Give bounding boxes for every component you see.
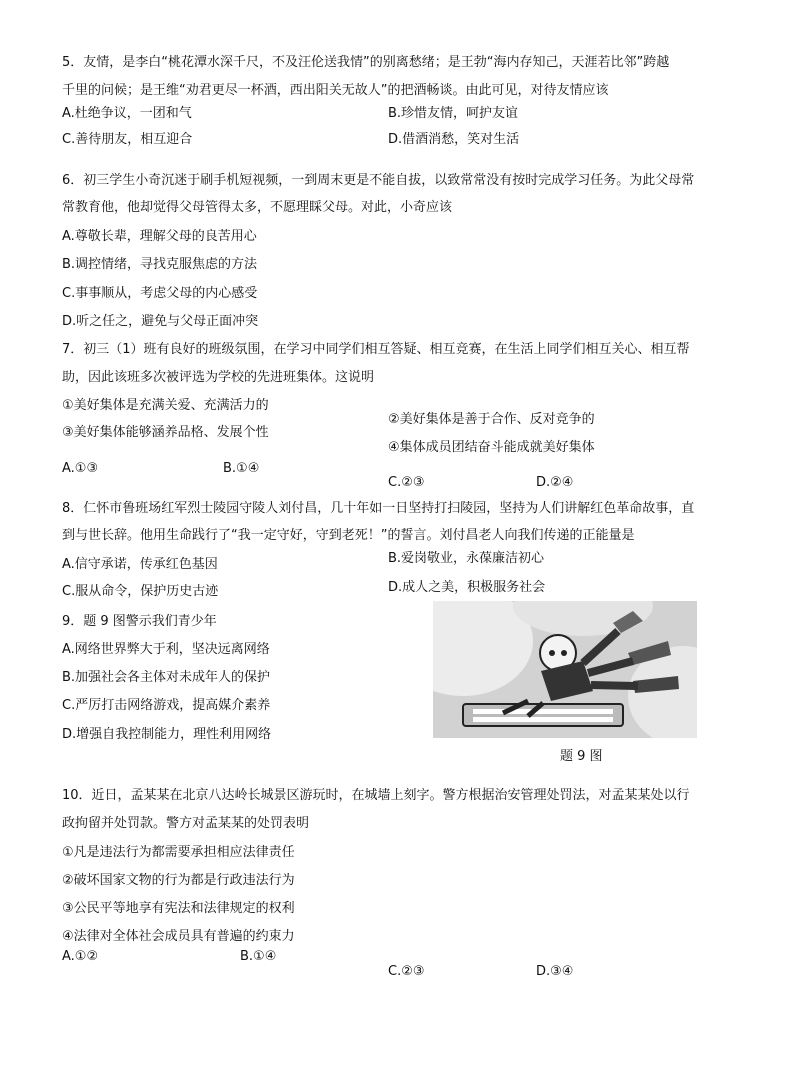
- q10-stem-line-1: 10．近日，孟某某在北京八达岭长城景区游玩时，在城墙上刻字。警方根据治安管理处罚法，对孟某某处以行: [62, 788, 690, 803]
- q9-figure-caption: 题 9 图: [560, 749, 603, 764]
- q10-option-d[interactable]: D.③④: [536, 964, 574, 979]
- q7-stem-line-2: 助，因此该班多次被评选为学校的先进班集体。这说明: [62, 370, 375, 385]
- q10-option-b[interactable]: B.①④: [240, 949, 277, 964]
- q9-option-c[interactable]: C.严厉打击网络游戏，提高媒介素养: [62, 698, 271, 713]
- q7-stem-line-1: 7．初三（1）班有良好的班级氛围，在学习中同学们相互答疑、相互竞赛，在生活上同学们相互关心、相互帮: [62, 342, 690, 357]
- q6-option-c[interactable]: C.事事顺从，考虑父母的内心感受: [62, 286, 258, 301]
- q7-option-d[interactable]: D.②④: [536, 475, 574, 490]
- q5-option-d[interactable]: D.借酒消愁，笑对生活: [388, 132, 520, 147]
- q6-option-a[interactable]: A.尊敬长辈，理解父母的良苦用心: [62, 229, 257, 244]
- q7-statement-4: ④集体成员团结奋斗能成就美好集体: [388, 440, 595, 455]
- q5-stem-line-2: 千里的问候；是王维“劝君更尽一杯酒，西出阳关无故人”的把酒畅谈。由此可见，对待友情应该: [62, 83, 609, 98]
- q10-stem-line-2: 政拘留并处罚款。警方对孟某某的处罚表明: [62, 816, 310, 831]
- q10-statement-1: ①凡是违法行为都需要承担相应法律责任: [62, 845, 295, 860]
- q7-statement-3: ③美好集体能够涵养品格、发展个性: [62, 425, 269, 440]
- q8-stem-line-2: 到与世长辞。他用生命践行了“我一定守好，守到老死！”的誓言。刘付昌老人向我们传递的正能量是: [62, 528, 635, 543]
- q9-option-d[interactable]: D.增强自我控制能力，理性利用网络: [62, 727, 272, 742]
- q10-option-c[interactable]: C.②③: [388, 964, 425, 979]
- q10-option-a[interactable]: A.①②: [62, 949, 99, 964]
- q10-statement-3: ③公民平等地享有宪法和法律规定的权利: [62, 901, 295, 916]
- q9-cartoon-figure: [433, 601, 697, 738]
- q6-option-b[interactable]: B.调控情绪，寻找克服焦虑的方法: [62, 257, 258, 272]
- q6-stem-line-2: 常教育他，他却觉得父母管得太多，不愿理睬父母。对此，小奇应该: [62, 200, 453, 215]
- q5-option-c[interactable]: C.善待朋友，相互迎合: [62, 132, 193, 147]
- cartoon-illustration: [433, 601, 697, 738]
- q7-statement-1: ①美好集体是充满关爱、充满活力的: [62, 398, 269, 413]
- q9-option-b[interactable]: B.加强社会各主体对未成年人的保护: [62, 670, 271, 685]
- q8-option-a[interactable]: A.信守承诺，传承红色基因: [62, 557, 218, 572]
- q5-option-b[interactable]: B.珍惜友情，呵护友谊: [388, 106, 519, 121]
- q9-option-a[interactable]: A.网络世界弊大于利，坚决远离网络: [62, 642, 270, 657]
- q6-option-d[interactable]: D.听之任之，避免与父母正面冲突: [62, 314, 259, 329]
- q8-option-d[interactable]: D.成人之美，积极服务社会: [388, 580, 546, 595]
- q5-stem-line-1: 5．友情，是李白“桃花潭水深千尺，不及汪伦送我情”的别离愁绪；是王勃“海内存知己，天涯若比邻”跨越: [62, 55, 670, 70]
- q8-stem-line-1: 8．仁怀市鲁班场红军烈士陵园守陵人刘付昌，几十年如一日坚持打扫陵园，坚持为人们讲解红色革命故事，直: [62, 501, 695, 516]
- q9-stem: 9．题 9 图警示我们青少年: [62, 614, 217, 629]
- q10-statement-2: ②破坏国家文物的行为都是行政违法行为: [62, 873, 295, 888]
- q7-option-b[interactable]: B.①④: [223, 461, 260, 476]
- q5-option-a[interactable]: A.杜绝争议，一团和气: [62, 106, 192, 121]
- q7-option-a[interactable]: A.①③: [62, 461, 99, 476]
- q8-option-c[interactable]: C.服从命令，保护历史古迹: [62, 584, 219, 599]
- q10-statement-4: ④法律对全体社会成员具有普遍的约束力: [62, 929, 295, 944]
- q7-statement-2: ②美好集体是善于合作、反对竞争的: [388, 412, 595, 427]
- q8-option-b[interactable]: B.爱岗敬业，永葆廉洁初心: [388, 551, 545, 566]
- q6-stem-line-1: 6．初三学生小奇沉迷于刷手机短视频，一到周末更是不能自拔，以致常常没有按时完成学习任务。为此父母常: [62, 173, 695, 188]
- q7-option-c[interactable]: C.②③: [388, 475, 425, 490]
